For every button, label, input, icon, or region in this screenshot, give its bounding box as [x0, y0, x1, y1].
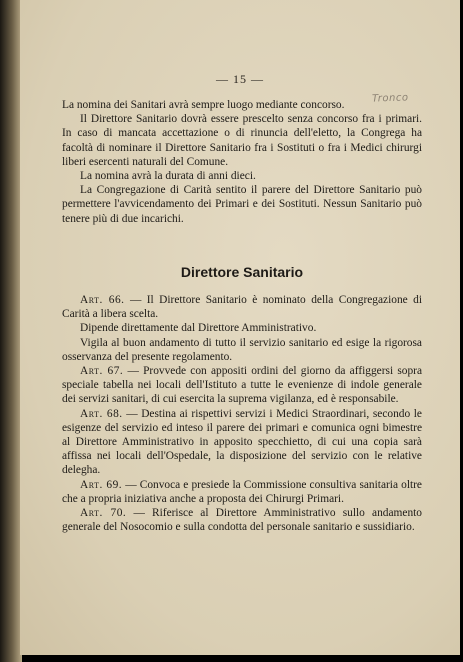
- book-spine: [0, 0, 22, 662]
- article-label: Art. 66.: [80, 294, 125, 306]
- section-heading: Direttore Sanitario: [180, 264, 304, 280]
- article-paragraph: [62, 506, 422, 534]
- article-text: Vigila al buon andamento di tutto il servizio sanitario ed esige la rigorosa osservanza del presente regolamento.: [62, 336, 422, 363]
- article-paragraph: [62, 478, 422, 506]
- article-label: Art. 69.: [80, 478, 123, 491]
- article-paragraph: [62, 336, 422, 364]
- article-paragraph: [62, 407, 422, 478]
- book-page: [20, 0, 460, 655]
- article-text: — Destina ai rispettivi servizi i Medici Straordinari, secondo le esigenze del servizio ed inteso il parere dei primari e comunica ogni bimestre al Direttore Amministrativo in apposito specchietto, di cui una copia sarà affissa nei locali dell'Ospedale, la disposizione del servizio con le relative delegha.: [62, 407, 422, 477]
- article-label: Art. 67.: [80, 365, 124, 378]
- paragraph: Il Direttore Sanitario dovrà essere prescelto senza concorso fra i primari. In caso di mancata accettazione o di rinuncia dell'eletto, la Congrega ha facoltà di nominare il Direttore Sanitario fra i Sostituti o fra i Medici chirurgi liberi esercenti naturali del Comune.: [62, 113, 422, 168]
- section-text-2: [62, 293, 422, 534]
- article-label: Art. 70.: [80, 507, 127, 520]
- paragraph: La nomina avrà la durata di anni dieci.: [80, 170, 256, 183]
- paragraph: La Congregazione di Carità sentito il parere del Direttore Sanitario può permettere l'avvicendamento dei Primari e dei Sostituti. Nessun Sanitario può tenere più di due incarichi.: [62, 184, 422, 225]
- article-text: Dipende direttamente dal Direttore Amministrativo.: [80, 322, 317, 335]
- article-text: — Convoca e presiede la Commissione consultiva sanitaria oltre che a propria iniziativa anche a proposta dei Chirurgi Primari.: [62, 478, 422, 505]
- section-text-1: [62, 98, 422, 226]
- article-paragraph: [62, 321, 422, 335]
- page-number: — 15 —: [216, 72, 264, 86]
- article-text: — Provvede con appositi ordini del giorno da affiggersi sopra speciale tabella nei locali dell'Istituto a tutte le evenienze di indole generale dei servizi sanitari, di cui esercita la suprema vigilanza, ed è responsabile.: [62, 365, 422, 406]
- article-label: Art. 68.: [80, 407, 123, 420]
- pencil-annotation: Tronco: [371, 92, 409, 105]
- article-paragraph: [62, 364, 422, 407]
- article-paragraph: [62, 293, 422, 321]
- paragraph: La nomina dei Sanitari avrà sempre luogo mediante concorso.: [62, 99, 345, 111]
- article-text: — Riferisce al Direttore Amministrativo sullo andamento generale del Nosocomio e sulla condotta del personale sanitario e sussidiario.: [62, 507, 422, 534]
- article-text: — Il Direttore Sanitario è nominato della Congregazione di Carità a libera scelta.: [62, 294, 422, 321]
